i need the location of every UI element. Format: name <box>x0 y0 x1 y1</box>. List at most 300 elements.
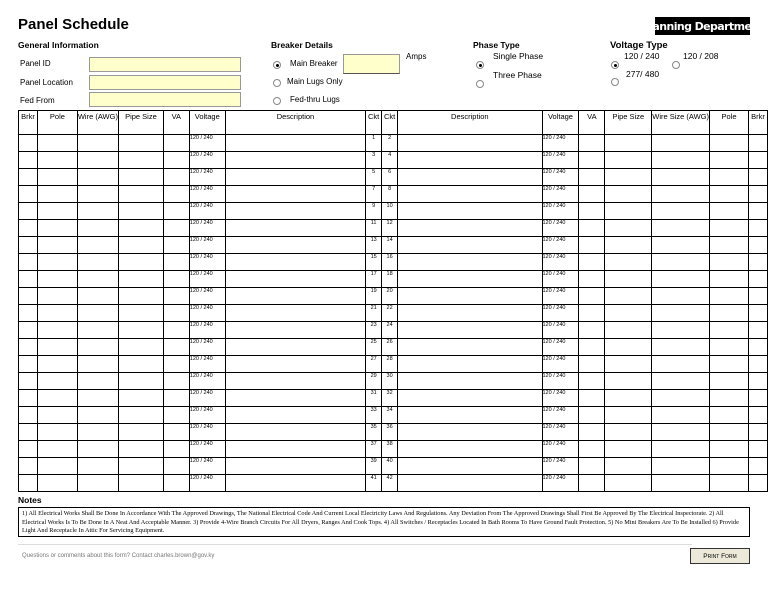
va-left-cell[interactable] <box>163 203 189 220</box>
description-left-cell[interactable] <box>225 186 365 203</box>
description-left-cell[interactable] <box>225 220 365 237</box>
pole-left-cell[interactable] <box>37 407 77 424</box>
description-left-cell[interactable] <box>225 424 365 441</box>
description-left-cell[interactable] <box>225 152 365 169</box>
wire-size-awg-cell[interactable] <box>652 407 710 424</box>
pipe-size-right-cell[interactable] <box>605 220 652 237</box>
pipe-size-right-cell[interactable] <box>605 186 652 203</box>
wire-size-awg-cell[interactable] <box>652 339 710 356</box>
panel-id-input[interactable] <box>89 57 241 72</box>
voltage-left-cell[interactable]: 120 / 240 <box>189 203 225 220</box>
pole-left-cell[interactable] <box>37 458 77 475</box>
pipe-size-right-cell[interactable] <box>605 373 652 390</box>
va-left-cell[interactable] <box>163 441 189 458</box>
brkr-left-cell[interactable] <box>19 373 38 390</box>
brkr-right-cell[interactable] <box>748 458 767 475</box>
pole-right-cell[interactable] <box>710 424 749 441</box>
voltage-120-240-radio[interactable] <box>611 61 619 69</box>
pipe-size-right-cell[interactable] <box>605 322 652 339</box>
description-right-cell[interactable] <box>398 424 542 441</box>
voltage-left-cell[interactable]: 120 / 240 <box>189 441 225 458</box>
voltage-right-cell[interactable]: 120 / 240 <box>542 203 579 220</box>
description-left-cell[interactable] <box>225 458 365 475</box>
pipe-size-left-cell[interactable] <box>118 186 163 203</box>
voltage-left-cell[interactable]: 120 / 240 <box>189 424 225 441</box>
pipe-size-right-cell[interactable] <box>605 271 652 288</box>
pole-right-cell[interactable] <box>710 441 749 458</box>
brkr-left-cell[interactable] <box>19 305 38 322</box>
description-right-cell[interactable] <box>398 339 542 356</box>
wire-size-awg-cell[interactable] <box>652 237 710 254</box>
voltage-right-cell[interactable]: 120 / 240 <box>542 237 579 254</box>
voltage-left-cell[interactable]: 120 / 240 <box>189 373 225 390</box>
brkr-left-cell[interactable] <box>19 475 38 492</box>
pole-left-cell[interactable] <box>37 203 77 220</box>
va-left-cell[interactable] <box>163 305 189 322</box>
description-right-cell[interactable] <box>398 322 542 339</box>
pipe-size-right-cell[interactable] <box>605 441 652 458</box>
pole-right-cell[interactable] <box>710 356 749 373</box>
voltage-right-cell[interactable]: 120 / 240 <box>542 305 579 322</box>
va-right-cell[interactable] <box>579 254 605 271</box>
voltage-right-cell[interactable]: 120 / 240 <box>542 152 579 169</box>
brkr-right-cell[interactable] <box>748 186 767 203</box>
voltage-left-cell[interactable]: 120 / 240 <box>189 356 225 373</box>
wire-awg-cell[interactable] <box>77 390 118 407</box>
brkr-right-cell[interactable] <box>748 220 767 237</box>
voltage-left-cell[interactable]: 120 / 240 <box>189 152 225 169</box>
brkr-right-cell[interactable] <box>748 475 767 492</box>
pipe-size-left-cell[interactable] <box>118 339 163 356</box>
brkr-left-cell[interactable] <box>19 152 38 169</box>
pipe-size-right-cell[interactable] <box>605 169 652 186</box>
voltage-right-cell[interactable]: 120 / 240 <box>542 424 579 441</box>
voltage-left-cell[interactable]: 120 / 240 <box>189 237 225 254</box>
pole-left-cell[interactable] <box>37 441 77 458</box>
wire-awg-cell[interactable] <box>77 373 118 390</box>
wire-size-awg-cell[interactable] <box>652 254 710 271</box>
wire-size-awg-cell[interactable] <box>652 203 710 220</box>
voltage-left-cell[interactable]: 120 / 240 <box>189 169 225 186</box>
voltage-right-cell[interactable]: 120 / 240 <box>542 186 579 203</box>
pole-right-cell[interactable] <box>710 305 749 322</box>
description-right-cell[interactable] <box>398 203 542 220</box>
va-left-cell[interactable] <box>163 390 189 407</box>
pipe-size-right-cell[interactable] <box>605 424 652 441</box>
voltage-left-cell[interactable]: 120 / 240 <box>189 305 225 322</box>
pipe-size-left-cell[interactable] <box>118 458 163 475</box>
pipe-size-left-cell[interactable] <box>118 152 163 169</box>
pole-left-cell[interactable] <box>37 237 77 254</box>
pipe-size-right-cell[interactable] <box>605 288 652 305</box>
wire-size-awg-cell[interactable] <box>652 458 710 475</box>
brkr-left-cell[interactable] <box>19 407 38 424</box>
pole-right-cell[interactable] <box>710 135 749 152</box>
pipe-size-right-cell[interactable] <box>605 407 652 424</box>
description-right-cell[interactable] <box>398 356 542 373</box>
voltage-left-cell[interactable]: 120 / 240 <box>189 254 225 271</box>
description-left-cell[interactable] <box>225 373 365 390</box>
description-left-cell[interactable] <box>225 441 365 458</box>
amps-input[interactable] <box>343 54 400 74</box>
va-right-cell[interactable] <box>579 203 605 220</box>
brkr-right-cell[interactable] <box>748 390 767 407</box>
wire-size-awg-cell[interactable] <box>652 288 710 305</box>
brkr-left-cell[interactable] <box>19 390 38 407</box>
brkr-left-cell[interactable] <box>19 288 38 305</box>
wire-size-awg-cell[interactable] <box>652 152 710 169</box>
brkr-left-cell[interactable] <box>19 203 38 220</box>
va-left-cell[interactable] <box>163 271 189 288</box>
pole-right-cell[interactable] <box>710 475 749 492</box>
pipe-size-left-cell[interactable] <box>118 424 163 441</box>
brkr-left-cell[interactable] <box>19 169 38 186</box>
pipe-size-left-cell[interactable] <box>118 220 163 237</box>
pipe-size-right-cell[interactable] <box>605 475 652 492</box>
pipe-size-right-cell[interactable] <box>605 135 652 152</box>
wire-size-awg-cell[interactable] <box>652 475 710 492</box>
brkr-right-cell[interactable] <box>748 407 767 424</box>
three-phase-radio[interactable] <box>476 80 484 88</box>
wire-awg-cell[interactable] <box>77 271 118 288</box>
voltage-right-cell[interactable]: 120 / 240 <box>542 458 579 475</box>
wire-awg-cell[interactable] <box>77 237 118 254</box>
brkr-right-cell[interactable] <box>748 237 767 254</box>
pole-right-cell[interactable] <box>710 458 749 475</box>
voltage-right-cell[interactable]: 120 / 240 <box>542 220 579 237</box>
va-left-cell[interactable] <box>163 322 189 339</box>
print-form-button[interactable]: Print Form <box>690 548 750 564</box>
wire-size-awg-cell[interactable] <box>652 220 710 237</box>
brkr-right-cell[interactable] <box>748 356 767 373</box>
pipe-size-right-cell[interactable] <box>605 356 652 373</box>
pole-left-cell[interactable] <box>37 322 77 339</box>
wire-awg-cell[interactable] <box>77 458 118 475</box>
pipe-size-left-cell[interactable] <box>118 356 163 373</box>
brkr-left-cell[interactable] <box>19 339 38 356</box>
va-left-cell[interactable] <box>163 169 189 186</box>
wire-size-awg-cell[interactable] <box>652 424 710 441</box>
brkr-left-cell[interactable] <box>19 220 38 237</box>
description-left-cell[interactable] <box>225 305 365 322</box>
description-right-cell[interactable] <box>398 373 542 390</box>
wire-awg-cell[interactable] <box>77 339 118 356</box>
description-right-cell[interactable] <box>398 254 542 271</box>
main-breaker-radio[interactable] <box>273 61 281 69</box>
wire-size-awg-cell[interactable] <box>652 441 710 458</box>
wire-size-awg-cell[interactable] <box>652 305 710 322</box>
va-left-cell[interactable] <box>163 288 189 305</box>
pole-right-cell[interactable] <box>710 203 749 220</box>
pole-right-cell[interactable] <box>710 271 749 288</box>
description-right-cell[interactable] <box>398 407 542 424</box>
pole-left-cell[interactable] <box>37 424 77 441</box>
panel-location-input[interactable] <box>89 75 241 90</box>
voltage-right-cell[interactable]: 120 / 240 <box>542 322 579 339</box>
wire-awg-cell[interactable] <box>77 220 118 237</box>
wire-awg-cell[interactable] <box>77 135 118 152</box>
pipe-size-left-cell[interactable] <box>118 475 163 492</box>
va-right-cell[interactable] <box>579 322 605 339</box>
brkr-right-cell[interactable] <box>748 203 767 220</box>
voltage-left-cell[interactable]: 120 / 240 <box>189 135 225 152</box>
va-right-cell[interactable] <box>579 237 605 254</box>
va-right-cell[interactable] <box>579 424 605 441</box>
pole-right-cell[interactable] <box>710 322 749 339</box>
wire-size-awg-cell[interactable] <box>652 322 710 339</box>
pole-left-cell[interactable] <box>37 135 77 152</box>
va-right-cell[interactable] <box>579 152 605 169</box>
voltage-120-208-radio[interactable] <box>672 61 680 69</box>
voltage-right-cell[interactable]: 120 / 240 <box>542 475 579 492</box>
brkr-left-cell[interactable] <box>19 356 38 373</box>
pole-left-cell[interactable] <box>37 356 77 373</box>
va-right-cell[interactable] <box>579 407 605 424</box>
pipe-size-left-cell[interactable] <box>118 254 163 271</box>
pole-left-cell[interactable] <box>37 305 77 322</box>
pipe-size-right-cell[interactable] <box>605 152 652 169</box>
va-left-cell[interactable] <box>163 356 189 373</box>
description-left-cell[interactable] <box>225 237 365 254</box>
brkr-right-cell[interactable] <box>748 288 767 305</box>
description-right-cell[interactable] <box>398 237 542 254</box>
pole-left-cell[interactable] <box>37 254 77 271</box>
wire-size-awg-cell[interactable] <box>652 135 710 152</box>
brkr-right-cell[interactable] <box>748 254 767 271</box>
brkr-right-cell[interactable] <box>748 322 767 339</box>
brkr-left-cell[interactable] <box>19 186 38 203</box>
brkr-right-cell[interactable] <box>748 152 767 169</box>
pipe-size-left-cell[interactable] <box>118 135 163 152</box>
brkr-left-cell[interactable] <box>19 271 38 288</box>
voltage-right-cell[interactable]: 120 / 240 <box>542 254 579 271</box>
va-left-cell[interactable] <box>163 475 189 492</box>
voltage-right-cell[interactable]: 120 / 240 <box>542 407 579 424</box>
voltage-right-cell[interactable]: 120 / 240 <box>542 288 579 305</box>
va-right-cell[interactable] <box>579 271 605 288</box>
voltage-right-cell[interactable]: 120 / 240 <box>542 356 579 373</box>
wire-awg-cell[interactable] <box>77 424 118 441</box>
brkr-left-cell[interactable] <box>19 135 38 152</box>
description-left-cell[interactable] <box>225 407 365 424</box>
pole-left-cell[interactable] <box>37 271 77 288</box>
description-right-cell[interactable] <box>398 390 542 407</box>
brkr-left-cell[interactable] <box>19 322 38 339</box>
wire-awg-cell[interactable] <box>77 475 118 492</box>
wire-awg-cell[interactable] <box>77 305 118 322</box>
brkr-right-cell[interactable] <box>748 271 767 288</box>
pole-left-cell[interactable] <box>37 373 77 390</box>
pipe-size-left-cell[interactable] <box>118 271 163 288</box>
description-left-cell[interactable] <box>225 169 365 186</box>
voltage-left-cell[interactable]: 120 / 240 <box>189 186 225 203</box>
wire-size-awg-cell[interactable] <box>652 356 710 373</box>
va-right-cell[interactable] <box>579 220 605 237</box>
pipe-size-left-cell[interactable] <box>118 288 163 305</box>
description-right-cell[interactable] <box>398 169 542 186</box>
voltage-left-cell[interactable]: 120 / 240 <box>189 220 225 237</box>
wire-awg-cell[interactable] <box>77 186 118 203</box>
brkr-left-cell[interactable] <box>19 424 38 441</box>
description-left-cell[interactable] <box>225 271 365 288</box>
description-left-cell[interactable] <box>225 356 365 373</box>
pipe-size-left-cell[interactable] <box>118 441 163 458</box>
pipe-size-right-cell[interactable] <box>605 254 652 271</box>
voltage-right-cell[interactable]: 120 / 240 <box>542 390 579 407</box>
pipe-size-left-cell[interactable] <box>118 322 163 339</box>
voltage-left-cell[interactable]: 120 / 240 <box>189 322 225 339</box>
va-right-cell[interactable] <box>579 390 605 407</box>
brkr-right-cell[interactable] <box>748 135 767 152</box>
wire-awg-cell[interactable] <box>77 441 118 458</box>
wire-awg-cell[interactable] <box>77 254 118 271</box>
pole-right-cell[interactable] <box>710 407 749 424</box>
va-right-cell[interactable] <box>579 441 605 458</box>
brkr-right-cell[interactable] <box>748 305 767 322</box>
pipe-size-left-cell[interactable] <box>118 203 163 220</box>
wire-awg-cell[interactable] <box>77 407 118 424</box>
pole-left-cell[interactable] <box>37 475 77 492</box>
va-left-cell[interactable] <box>163 220 189 237</box>
single-phase-radio[interactable] <box>476 61 484 69</box>
description-left-cell[interactable] <box>225 475 365 492</box>
brkr-right-cell[interactable] <box>748 339 767 356</box>
pole-left-cell[interactable] <box>37 169 77 186</box>
va-left-cell[interactable] <box>163 237 189 254</box>
pole-right-cell[interactable] <box>710 339 749 356</box>
description-right-cell[interactable] <box>398 152 542 169</box>
va-left-cell[interactable] <box>163 373 189 390</box>
fed-thru-lugs-radio[interactable] <box>273 97 281 105</box>
pipe-size-right-cell[interactable] <box>605 203 652 220</box>
pipe-size-left-cell[interactable] <box>118 390 163 407</box>
brkr-right-cell[interactable] <box>748 373 767 390</box>
pole-right-cell[interactable] <box>710 288 749 305</box>
description-left-cell[interactable] <box>225 288 365 305</box>
description-left-cell[interactable] <box>225 254 365 271</box>
voltage-right-cell[interactable]: 120 / 240 <box>542 169 579 186</box>
voltage-left-cell[interactable]: 120 / 240 <box>189 407 225 424</box>
va-right-cell[interactable] <box>579 356 605 373</box>
pipe-size-left-cell[interactable] <box>118 305 163 322</box>
description-right-cell[interactable] <box>398 271 542 288</box>
pipe-size-left-cell[interactable] <box>118 169 163 186</box>
pipe-size-left-cell[interactable] <box>118 407 163 424</box>
va-left-cell[interactable] <box>163 458 189 475</box>
pipe-size-right-cell[interactable] <box>605 390 652 407</box>
va-right-cell[interactable] <box>579 186 605 203</box>
pole-left-cell[interactable] <box>37 288 77 305</box>
brkr-left-cell[interactable] <box>19 441 38 458</box>
wire-size-awg-cell[interactable] <box>652 169 710 186</box>
va-right-cell[interactable] <box>579 135 605 152</box>
wire-size-awg-cell[interactable] <box>652 271 710 288</box>
voltage-right-cell[interactable]: 120 / 240 <box>542 441 579 458</box>
wire-awg-cell[interactable] <box>77 322 118 339</box>
pole-right-cell[interactable] <box>710 186 749 203</box>
brkr-left-cell[interactable] <box>19 254 38 271</box>
description-left-cell[interactable] <box>225 203 365 220</box>
wire-size-awg-cell[interactable] <box>652 186 710 203</box>
va-left-cell[interactable] <box>163 254 189 271</box>
main-lugs-only-radio[interactable] <box>273 79 281 87</box>
description-right-cell[interactable] <box>398 475 542 492</box>
pole-right-cell[interactable] <box>710 169 749 186</box>
wire-awg-cell[interactable] <box>77 288 118 305</box>
voltage-left-cell[interactable]: 120 / 240 <box>189 339 225 356</box>
wire-awg-cell[interactable] <box>77 152 118 169</box>
voltage-left-cell[interactable]: 120 / 240 <box>189 475 225 492</box>
pipe-size-left-cell[interactable] <box>118 237 163 254</box>
description-left-cell[interactable] <box>225 390 365 407</box>
pole-left-cell[interactable] <box>37 390 77 407</box>
va-right-cell[interactable] <box>579 339 605 356</box>
pipe-size-right-cell[interactable] <box>605 339 652 356</box>
va-right-cell[interactable] <box>579 169 605 186</box>
pole-right-cell[interactable] <box>710 254 749 271</box>
voltage-left-cell[interactable]: 120 / 240 <box>189 390 225 407</box>
brkr-left-cell[interactable] <box>19 237 38 254</box>
brkr-right-cell[interactable] <box>748 424 767 441</box>
va-right-cell[interactable] <box>579 305 605 322</box>
pole-right-cell[interactable] <box>710 237 749 254</box>
va-right-cell[interactable] <box>579 288 605 305</box>
va-left-cell[interactable] <box>163 339 189 356</box>
description-right-cell[interactable] <box>398 305 542 322</box>
va-left-cell[interactable] <box>163 186 189 203</box>
pole-right-cell[interactable] <box>710 390 749 407</box>
pole-left-cell[interactable] <box>37 220 77 237</box>
va-right-cell[interactable] <box>579 373 605 390</box>
fed-from-input[interactable] <box>89 92 241 107</box>
pipe-size-left-cell[interactable] <box>118 373 163 390</box>
voltage-277-480-radio[interactable] <box>611 78 619 86</box>
description-left-cell[interactable] <box>225 135 365 152</box>
wire-awg-cell[interactable] <box>77 203 118 220</box>
pole-right-cell[interactable] <box>710 220 749 237</box>
pipe-size-right-cell[interactable] <box>605 305 652 322</box>
voltage-left-cell[interactable]: 120 / 240 <box>189 458 225 475</box>
pole-left-cell[interactable] <box>37 339 77 356</box>
brkr-right-cell[interactable] <box>748 169 767 186</box>
pipe-size-right-cell[interactable] <box>605 458 652 475</box>
wire-awg-cell[interactable] <box>77 169 118 186</box>
description-left-cell[interactable] <box>225 322 365 339</box>
va-left-cell[interactable] <box>163 152 189 169</box>
voltage-right-cell[interactable]: 120 / 240 <box>542 373 579 390</box>
voltage-left-cell[interactable]: 120 / 240 <box>189 271 225 288</box>
description-right-cell[interactable] <box>398 220 542 237</box>
description-right-cell[interactable] <box>398 186 542 203</box>
wire-size-awg-cell[interactable] <box>652 390 710 407</box>
description-right-cell[interactable] <box>398 458 542 475</box>
voltage-left-cell[interactable]: 120 / 240 <box>189 288 225 305</box>
pipe-size-right-cell[interactable] <box>605 237 652 254</box>
pole-left-cell[interactable] <box>37 186 77 203</box>
pole-left-cell[interactable] <box>37 152 77 169</box>
voltage-right-cell[interactable]: 120 / 240 <box>542 339 579 356</box>
va-right-cell[interactable] <box>579 475 605 492</box>
va-left-cell[interactable] <box>163 135 189 152</box>
description-left-cell[interactable] <box>225 339 365 356</box>
va-left-cell[interactable] <box>163 407 189 424</box>
voltage-right-cell[interactable]: 120 / 240 <box>542 135 579 152</box>
wire-awg-cell[interactable] <box>77 356 118 373</box>
description-right-cell[interactable] <box>398 441 542 458</box>
brkr-right-cell[interactable] <box>748 441 767 458</box>
pole-right-cell[interactable] <box>710 152 749 169</box>
va-right-cell[interactable] <box>579 458 605 475</box>
